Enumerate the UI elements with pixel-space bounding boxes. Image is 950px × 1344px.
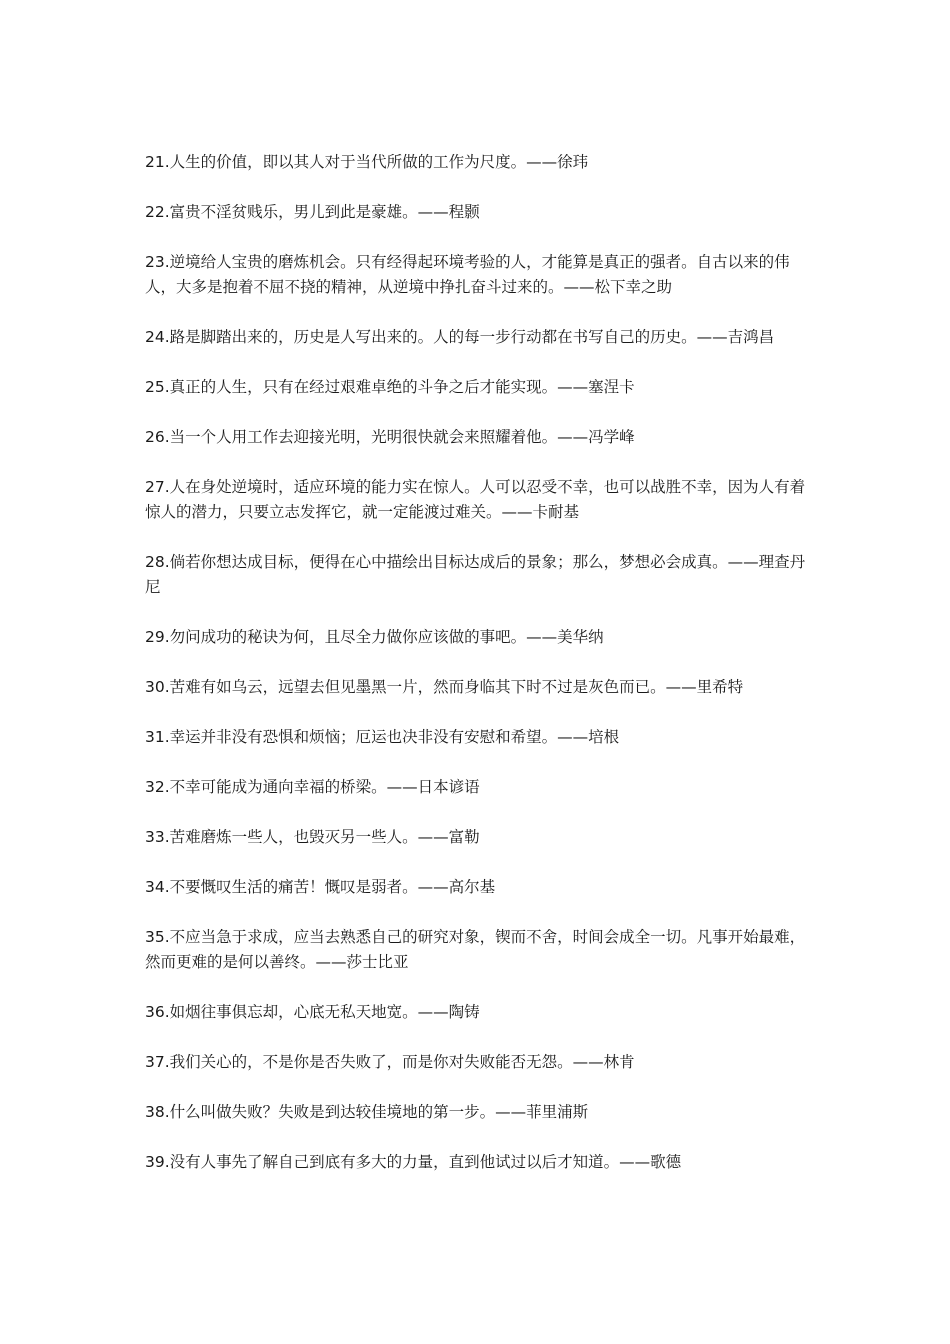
quote-item: 25.真正的人生，只有在经过艰难卓绝的斗争之后才能实现。——塞涅卡 [145,378,635,396]
quote-item: 21.人生的价值，即以其人对于当代所做的工作为尺度。——徐玮 [145,153,589,171]
quote-item: 24.路是脚踏出来的，历史是人写出来的。人的每一步行动都在书写自己的历史。——吉鸿昌 [145,328,775,346]
quote-list [145,150,810,1200]
quote-item: 26.当一个人用工作去迎接光明，光明很快就会来照耀着他。——冯学峰 [145,428,635,446]
quote-item: 39.没有人事先了解自己到底有多大的力量，直到他试过以后才知道。——歌德 [145,1153,682,1171]
quote-item: 37.我们关心的，不是你是否失败了，而是你对失败能否无怨。——林肯 [145,1053,635,1071]
quote-item: 29.勿问成功的秘诀为何，且尽全力做你应该做的事吧。——美华纳 [145,628,604,646]
quote-item: 33.苦难磨炼一些人，也毁灭另一些人。——富勒 [145,828,480,846]
quote-item: 36.如烟往事俱忘却，心底无私天地宽。——陶铸 [145,1003,480,1021]
quote-item: 38.什么叫做失败？失败是到达较佳境地的第一步。——菲里浦斯 [145,1103,589,1121]
quote-item: 32.不幸可能成为通向幸福的桥梁。——日本谚语 [145,778,480,796]
quote-item: 28.倘若你想达成目标，便得在心中描绘出目标达成后的景象；那么，梦想必会成真。——理查丹尼 [145,553,806,596]
quote-item: 30.苦难有如乌云，远望去但见墨黑一片，然而身临其下时不过是灰色而已。——里希特 [145,678,744,696]
quote-item: 22.富贵不淫贫贱乐，男儿到此是豪雄。——程颢 [145,203,480,221]
quote-item: 27.人在身处逆境时，适应环境的能力实在惊人。人可以忍受不幸，也可以战胜不幸，因为人有着惊人的潜力，只要立志发挥它，就一定能渡过难关。——卡耐基 [145,478,806,521]
quote-item: 31.幸运并非没有恐惧和烦恼；厄运也决非没有安慰和希望。——培根 [145,728,620,746]
quote-item: 23.逆境给人宝贵的磨炼机会。只有经得起环境考验的人，才能算是真正的强者。自古以来的伟人，大多是抱着不屈不挠的精神，从逆境中挣扎奋斗过来的。——松下幸之助 [145,253,790,296]
quote-item: 35.不应当急于求成，应当去熟悉自己的研究对象，锲而不舍，时间会成全一切。凡事开始最难，然而更难的是何以善终。——莎士比亚 [145,928,806,971]
quote-item: 34.不要慨叹生活的痛苦！慨叹是弱者。——高尔基 [145,878,496,896]
